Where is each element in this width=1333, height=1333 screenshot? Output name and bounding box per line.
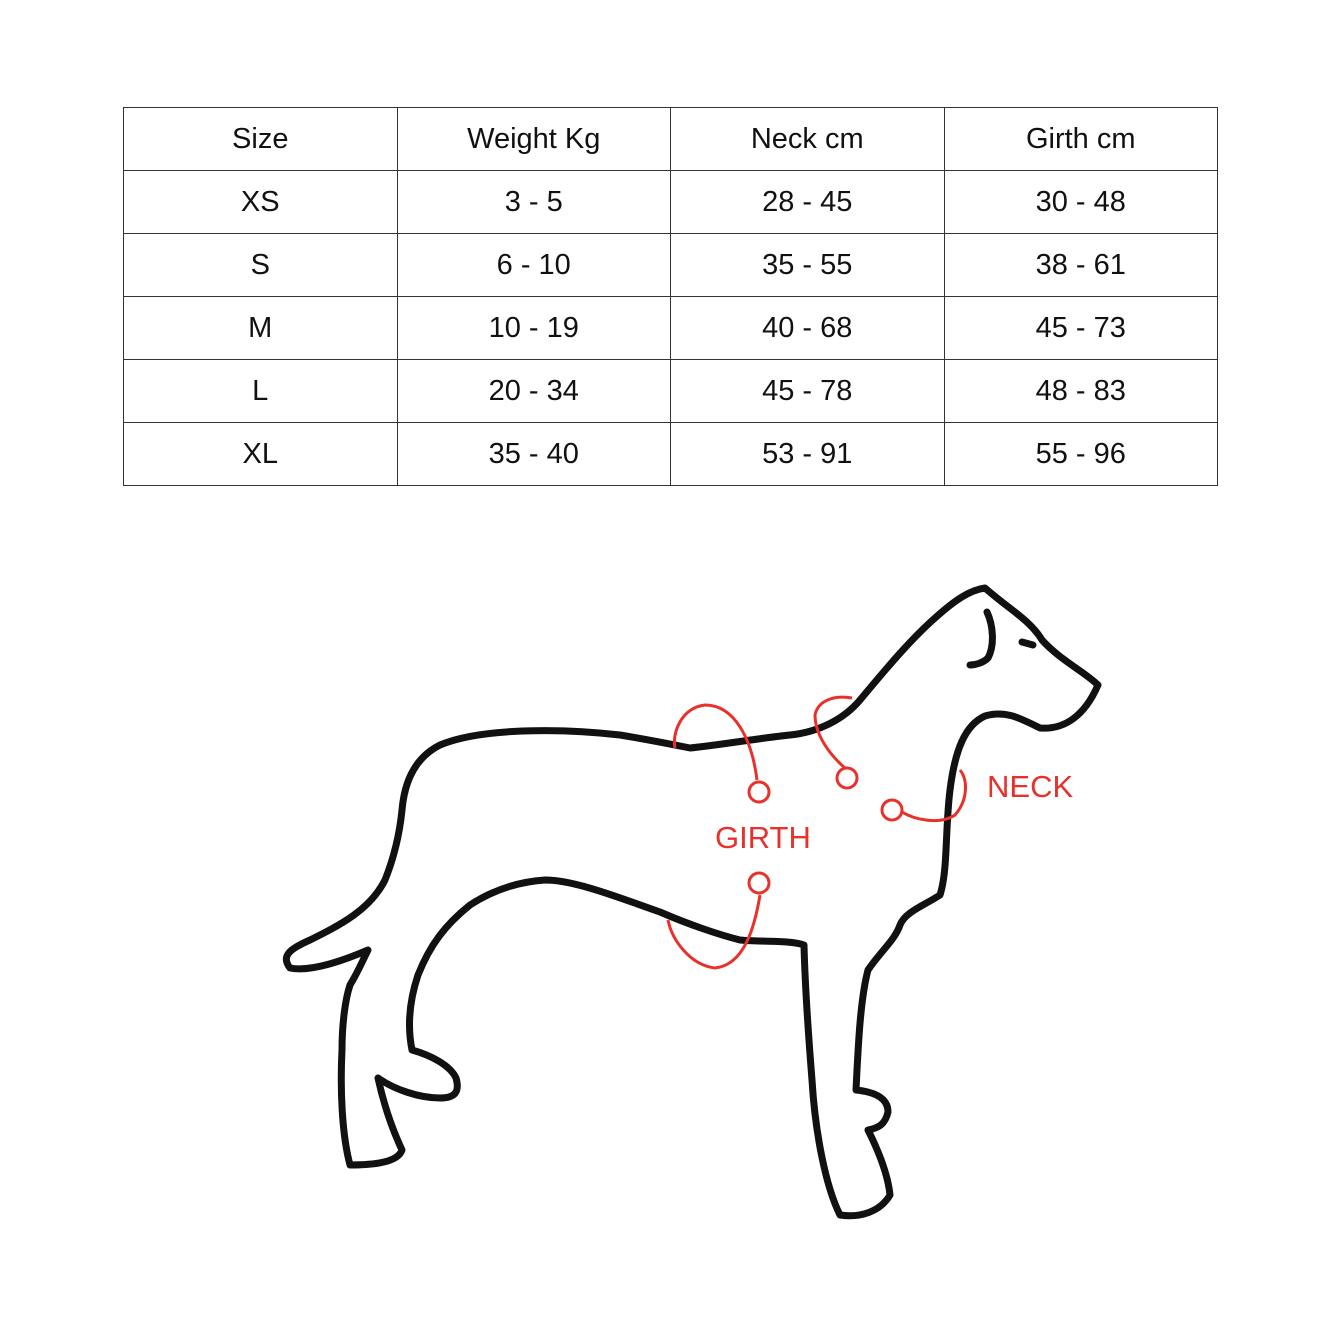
cell-girth: 48 - 83 xyxy=(944,360,1218,423)
column-header-neck: Neck cm xyxy=(671,108,945,171)
cell-size: XS xyxy=(124,171,398,234)
cell-girth: 45 - 73 xyxy=(944,297,1218,360)
girth-label: GIRTH xyxy=(715,820,811,855)
cell-weight: 3 - 5 xyxy=(397,171,671,234)
cell-neck: 40 - 68 xyxy=(671,297,945,360)
cell-girth: 30 - 48 xyxy=(944,171,1218,234)
dog-outline-icon xyxy=(286,588,1098,1216)
column-header-girth: Girth cm xyxy=(944,108,1218,171)
neck-loop-upper xyxy=(815,697,852,768)
cell-size: S xyxy=(124,234,398,297)
neck-label: NECK xyxy=(987,769,1074,804)
cell-weight: 35 - 40 xyxy=(397,423,671,486)
cell-neck: 35 - 55 xyxy=(671,234,945,297)
cell-girth: 38 - 61 xyxy=(944,234,1218,297)
cell-neck: 53 - 91 xyxy=(671,423,945,486)
neck-marker-upper-icon xyxy=(837,768,857,788)
column-header-weight: Weight Kg xyxy=(397,108,671,171)
cell-girth: 55 - 96 xyxy=(944,423,1218,486)
cell-weight: 20 - 34 xyxy=(397,360,671,423)
cell-neck: 28 - 45 xyxy=(671,171,945,234)
cell-weight: 6 - 10 xyxy=(397,234,671,297)
cell-weight: 10 - 19 xyxy=(397,297,671,360)
neck-loop-lower xyxy=(902,770,965,821)
column-header-size: Size xyxy=(124,108,398,171)
cell-size: XL xyxy=(124,423,398,486)
girth-marker-lower-icon xyxy=(749,873,769,893)
cell-neck: 45 - 78 xyxy=(671,360,945,423)
cell-size: L xyxy=(124,360,398,423)
cell-size: M xyxy=(124,297,398,360)
measurement-markers xyxy=(668,697,965,968)
girth-marker-upper-icon xyxy=(749,782,769,802)
neck-marker-lower-icon xyxy=(882,800,902,820)
